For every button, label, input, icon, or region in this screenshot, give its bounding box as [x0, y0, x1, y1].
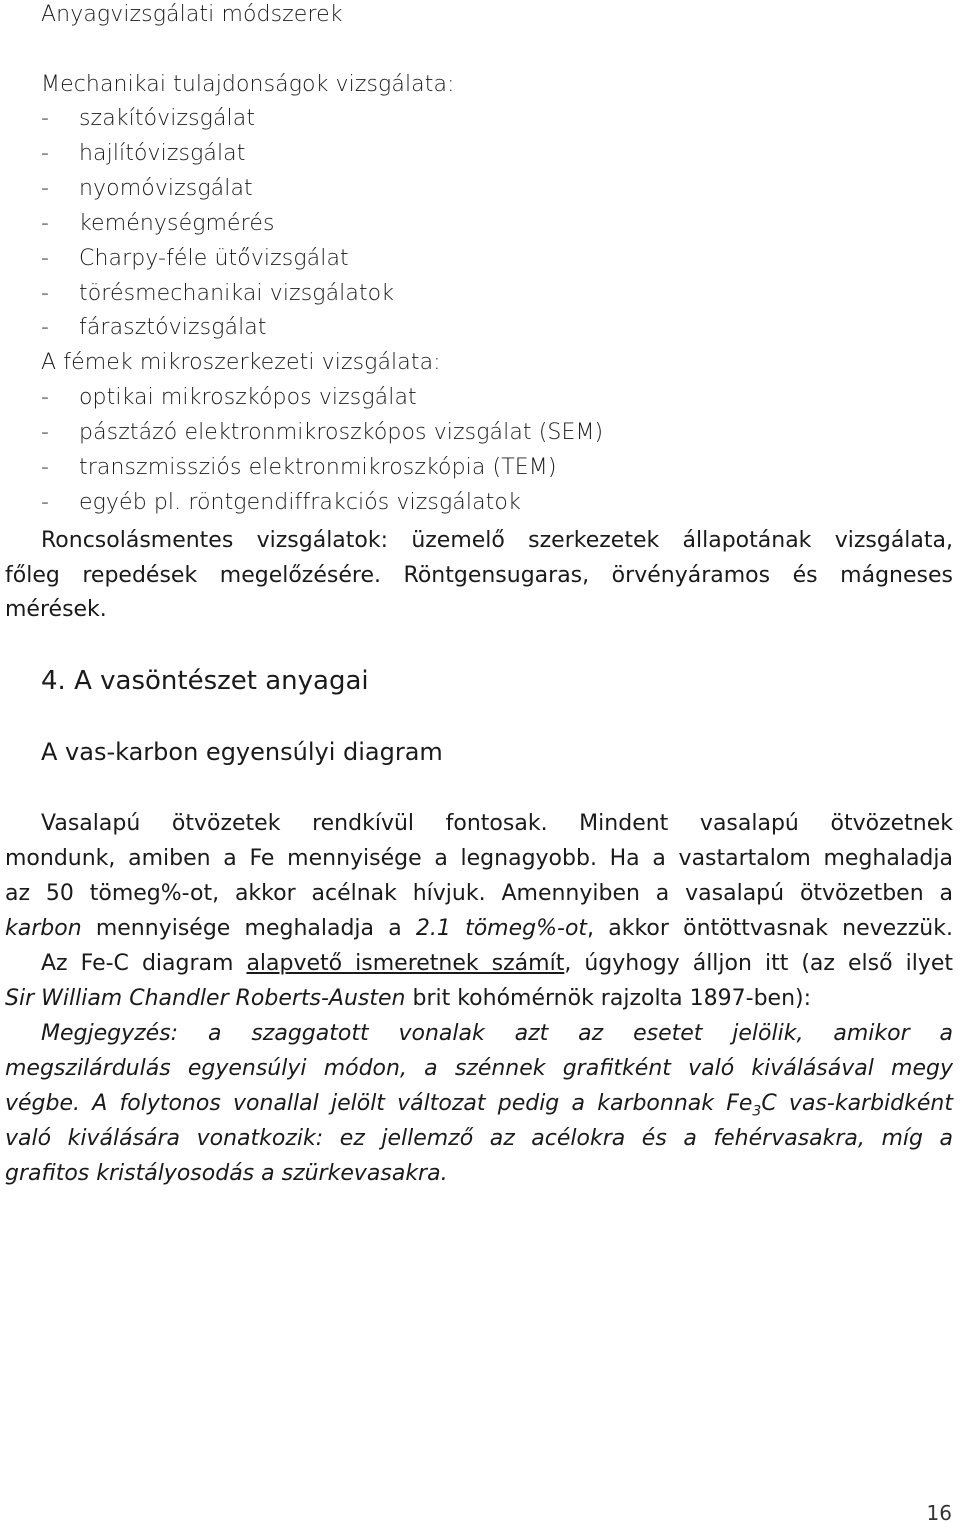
list-item: - fárasztóvizsgálat — [41, 315, 267, 340]
list-item: - nyomóvizsgálat — [41, 176, 253, 201]
paragraph-line: Vasalapú ötvözetek rendkívül fontosak. Mindent vasalapú ötvözetnek — [41, 811, 953, 836]
section-heading — [41, 664, 369, 698]
page-number: 16 — [926, 1501, 952, 1525]
page-title: Anyagvizsgálati módszerek — [41, 2, 343, 27]
paragraph-line: Sir William Chandler Roberts-Austen brit kohómérnök rajzolta 1897-ben): — [5, 986, 812, 1011]
section-number: 4. — [41, 666, 66, 696]
list-item: - egyéb pl. röntgendiffrakciós vizsgálatok — [41, 490, 521, 515]
note-line: grafitos kristályosodás a szürkevasakra. — [5, 1161, 448, 1186]
list-item: - optikai mikroszkópos vizsgálat — [41, 385, 417, 410]
note-line: való kiválására vonatkozik: ez jellemző az acélokra és a fehérvasakra, míg a — [5, 1126, 953, 1151]
ndt-line: mérések. — [5, 597, 107, 622]
note-line: Megjegyzés: a szaggatott vonalak azt az esetet jelölik, amikor a — [41, 1021, 953, 1046]
paragraph-line: Az Fe-C diagram alapvető ismeretnek számít, úgyhogy álljon itt (az első ilyet — [41, 951, 953, 976]
list-item: - Charpy-féle ütővizsgálat — [41, 246, 349, 271]
paragraph-line: az 50 tömeg%-ot, akkor acélnak hívjuk. Amennyiben a vasalapú ötvözetben a — [5, 881, 953, 906]
list-item: - transzmissziós elektronmikroszkópia (TEM) — [41, 455, 557, 480]
paragraph-line: mondunk, amiben a Fe mennyisége a legnagyobb. Ha a vastartalom meghaladja — [5, 846, 953, 871]
mechanical-heading: Mechanikai tulajdonságok vizsgálata: — [41, 72, 455, 97]
list-item: - keménységmérés — [41, 211, 275, 236]
micro-heading: A fémek mikroszerkezeti vizsgálata: — [41, 350, 441, 375]
ndt-line: Roncsolásmentes vizsgálatok: üzemelő szerkezetek állapotának vizsgálata, — [41, 528, 953, 553]
section-subtitle: A vas-karbon egyensúlyi diagram — [41, 738, 443, 766]
list-item: - hajlítóvizsgálat — [41, 141, 246, 166]
ndt-line: főleg repedések megelőzésére. Röntgensugaras, örvényáramos és mágneses — [5, 563, 953, 588]
list-item: - törésmechanikai vizsgálatok — [41, 281, 395, 306]
note-line: végbe. A folytonos vonallal jelölt változat pedig a karbonnak $Fe_3C$ vas-karbidként — [5, 1091, 953, 1120]
list-item: - szakítóvizsgálat — [41, 106, 256, 131]
note-line: megszilárdulás egyensúlyi módon, a szénnek grafitként való kiválásával megy — [5, 1056, 953, 1081]
paragraph-line: karbon mennyisége meghaladja a 2.1 tömeg%-ot, akkor öntöttvasnak nevezzük. — [5, 916, 953, 941]
section-title: A vasöntészet anyagai — [74, 666, 369, 696]
list-item: - pásztázó elektronmikroszkópos vizsgálat (SEM) — [41, 420, 604, 445]
